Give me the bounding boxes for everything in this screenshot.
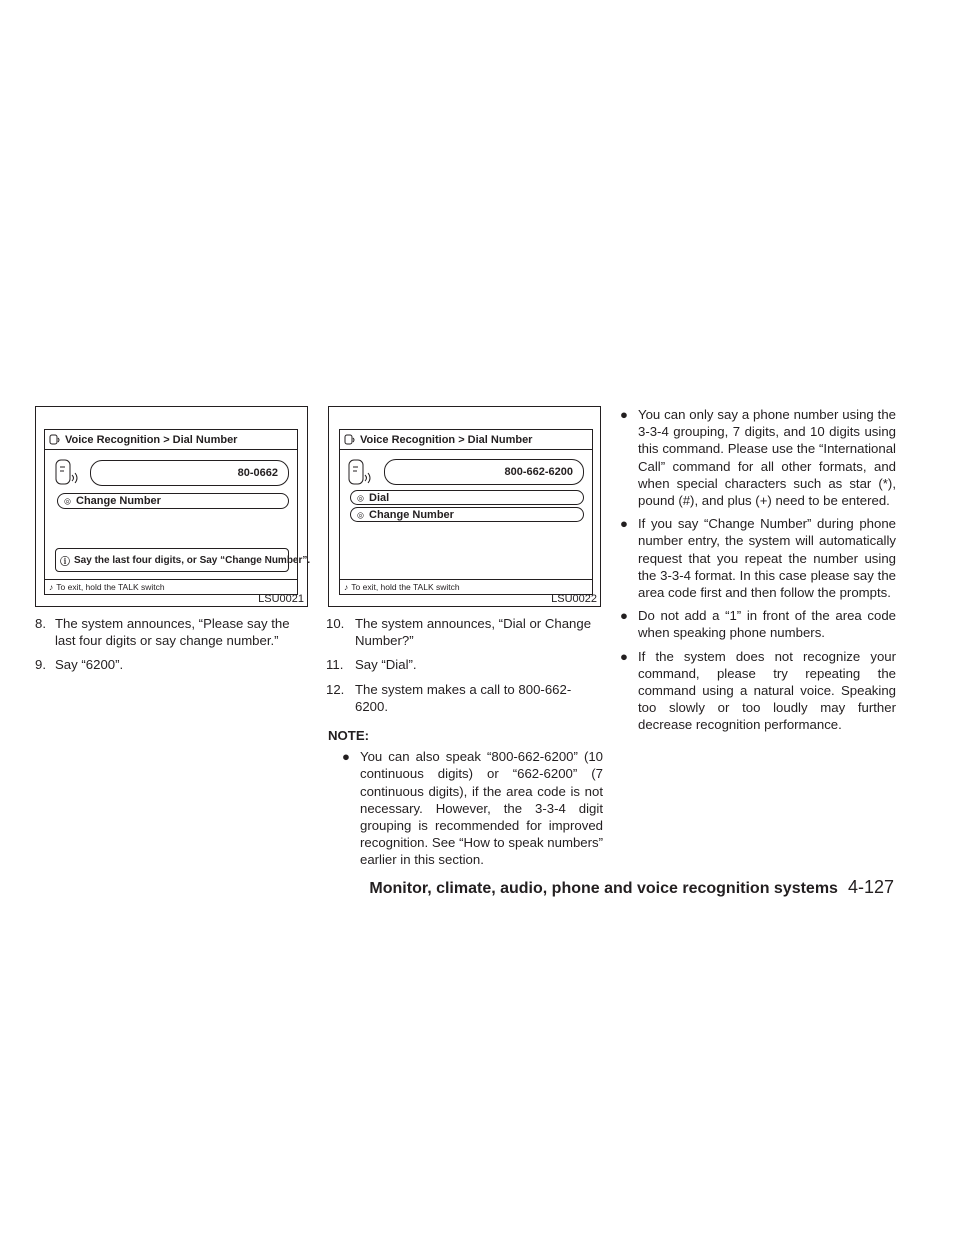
column-2-text — [328, 615, 603, 875]
section-title: Monitor, climate, audio, phone and voice recognition systems — [369, 880, 838, 897]
page-footer — [369, 877, 894, 898]
page-number: 4-127 — [847, 877, 894, 897]
voice-recognition-icon — [49, 434, 62, 446]
number-display — [384, 459, 584, 485]
dial-number-screen — [339, 429, 593, 595]
figure-code: LSU0022 — [551, 593, 597, 605]
screen-footer: ♪ To exit, hold the TALK switch — [344, 582, 460, 592]
voice-recognition-icon — [344, 434, 357, 446]
note-heading: NOTE: — [328, 728, 370, 744]
step-11: 11. Say “Dial”. — [326, 657, 417, 673]
dialed-number: 80-0662 — [237, 467, 278, 479]
prompt-message: ⓘ Say the last four digits, or Say “Change Number”. — [55, 548, 289, 572]
step-12: 12. The system makes a call to 800-662- 6200. — [326, 681, 572, 714]
figure-lsu0021 — [35, 406, 311, 607]
column-3-text — [620, 406, 896, 740]
dialed-number: 800-662-6200 — [504, 466, 573, 478]
bullet-mark: ● — [620, 648, 628, 664]
screen-title: Voice Recognition > Dial Number — [49, 434, 237, 446]
option-voice-icon: ◎ — [357, 493, 364, 502]
column-1-text — [35, 615, 310, 681]
talk-switch-icon: ♪ — [49, 582, 54, 592]
speaking-head-icon — [55, 459, 81, 487]
figure-lsu0022 — [328, 406, 601, 607]
note-bullet-5: ● If the system does not recognize your command, please try repeating the command using a natural voice. Speaking too slowly or too loudly may further decrease recognition performance. — [620, 648, 896, 733]
step-9: 9. Say “6200”. — [35, 657, 124, 673]
dial-option[interactable]: ◎ Dial — [350, 490, 584, 505]
note-bullet-3: ● If you say “Change Number” during phone number entry, the system will automatically request that you repeat the number using the 3-3-4 format. In this case please say the area code first and then follow the prompts. — [620, 516, 896, 601]
screen-title: Voice Recognition > Dial Number — [344, 434, 532, 446]
dial-number-screen — [44, 429, 311, 595]
note-bullet-4: ● Do not add a “1” in front of the area code when speaking phone numbers. — [620, 608, 896, 641]
step-10: 10. The system announces, “Dial or Change Number?” — [326, 616, 592, 649]
bullet-mark: ● — [620, 516, 628, 532]
note-bullet-1: ● You can also speak “800-662-6200” (10 continuous digits) or “662-6200” (7 continuous digits), if the area code is not necessary. However, the 3-3-4 digit grouping is recommended for improved recognition. See “How to speak numbers” earlier in this section. — [342, 749, 603, 868]
footer-divider — [340, 579, 592, 580]
speaking-head-icon — [348, 459, 374, 487]
bullet-mark: ● — [620, 407, 628, 422]
option-voice-icon: ◎ — [64, 496, 71, 506]
change-number-option[interactable]: ◎ Change Number — [57, 493, 289, 509]
figure-code: LSU0021 — [258, 593, 304, 605]
step-8: 8. The system announces, “Please say the last four digits or say change number.” — [35, 616, 290, 649]
title-divider — [340, 449, 592, 450]
talk-switch-icon: ♪ — [344, 582, 349, 592]
screen-footer: ♪ To exit, hold the TALK switch — [49, 582, 165, 592]
option-voice-icon: ◎ — [357, 510, 364, 519]
bullet-mark: ● — [620, 608, 628, 624]
info-icon: ⓘ — [60, 556, 70, 568]
number-display — [90, 460, 289, 486]
note-bullet-2: ● You can only say a phone number using the 3-3-4 grouping, 7 digits, and 10 digits using this command. Please use the “International Call” command for all other formats, and when special characters such as star (*), pound (#), and plus (+) need to be entered. — [620, 407, 896, 509]
change-number-option[interactable]: ◎ Change Number — [350, 507, 584, 522]
title-divider — [45, 449, 297, 450]
footer-divider — [45, 579, 297, 580]
bullet-mark: ● — [342, 749, 350, 765]
